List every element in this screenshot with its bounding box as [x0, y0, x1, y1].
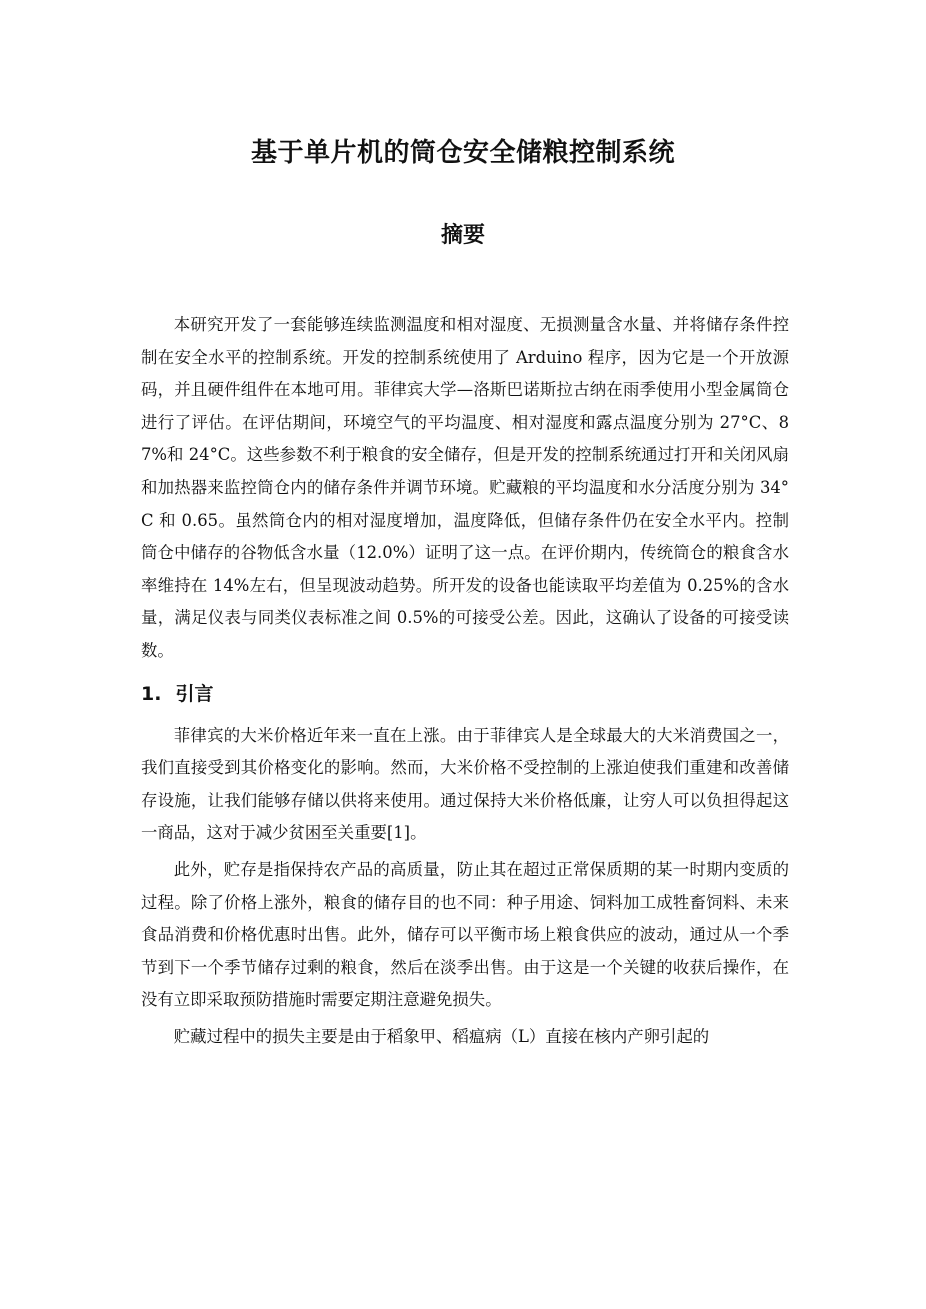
intro-paragraph-3: 贮藏过程中的损失主要是由于稻象甲、稻瘟病（L）直接在核内产卵引起的 [173, 1026, 710, 1046]
abstract-paragraph: 本研究开发了一套能够连续监测温度和相对湿度、无损测量含水量、并将储存条件控制在安全水平的控制系统。开发的控制系统使用了 Arduino 程序，因为它是一个开放源码，并且硬件组件在本地可用。菲律宾大学—洛斯巴诺斯拉古纳在雨季使用小型金属筒仓进行了评估。在评估期间，环境空气的平均温度、相对湿度和露点温度分别为 27°C、87%和 24°C。这些参数不利于粮食的安全储存，但是开发的控制系统通过打开和关闭风扇和加热器来监控筒仓内的储存条件并调节环境。贮藏粮的平均温度和水分活度分别为 34°C 和 0.65。虽然筒仓内的相对湿度增加，温度降低，但储存条件仍在安全水平内。控制筒仓中储存的谷物低含水量（12.0%）证明了这一点。在评价期内，传统筒仓的粮食含水率维持在 14%左右，但呈现波动趋势。所开发的设备也能读取平均差值为 0.25%的含水量，满足仪表与同类仪表标准之间 0.5%的可接受公差。因此，这确认了设备的可接受读数。 [141, 315, 789, 660]
intro-paragraph-1: 菲律宾的大米价格近年来一直在上涨。由于菲律宾人是全球最大的大米消费国之一，我们直接受到其价格变化的影响。然而，大米价格不受控制的上涨迫使我们重建和改善储存设施，让我们能够存储以供将来使用。通过保持大米价格低廉，让穷人可以负担得起这一商品，这对于减少贫困至关重要[1]。 [141, 725, 789, 843]
abstract-heading: 摘要 [440, 223, 485, 248]
intro-paragraph-2: 此外，贮存是指保持农产品的高质量，防止其在超过正常保质期的某一时期内变质的过程。除了价格上涨外，粮食的储存目的也不同：种子用途、饲料加工成牲畜饲料、未来食品消费和价格优惠时出售。此外，储存可以平衡市场上粮食供应的波动，通过从一个季节到下一个季节储存过剩的粮食，然后在淡季出售。由于这是一个关键的收获后操作，在没有立即采取预防措施时需要定期注意避免损失。 [141, 859, 789, 1010]
document-body [141, 309, 789, 1053]
section-title: 引言 [175, 682, 214, 705]
section-number: 1. [141, 682, 162, 705]
section-heading-introduction [141, 668, 789, 720]
document-title: 基于单片机的筒仓安全储粮控制系统 [250, 138, 675, 168]
